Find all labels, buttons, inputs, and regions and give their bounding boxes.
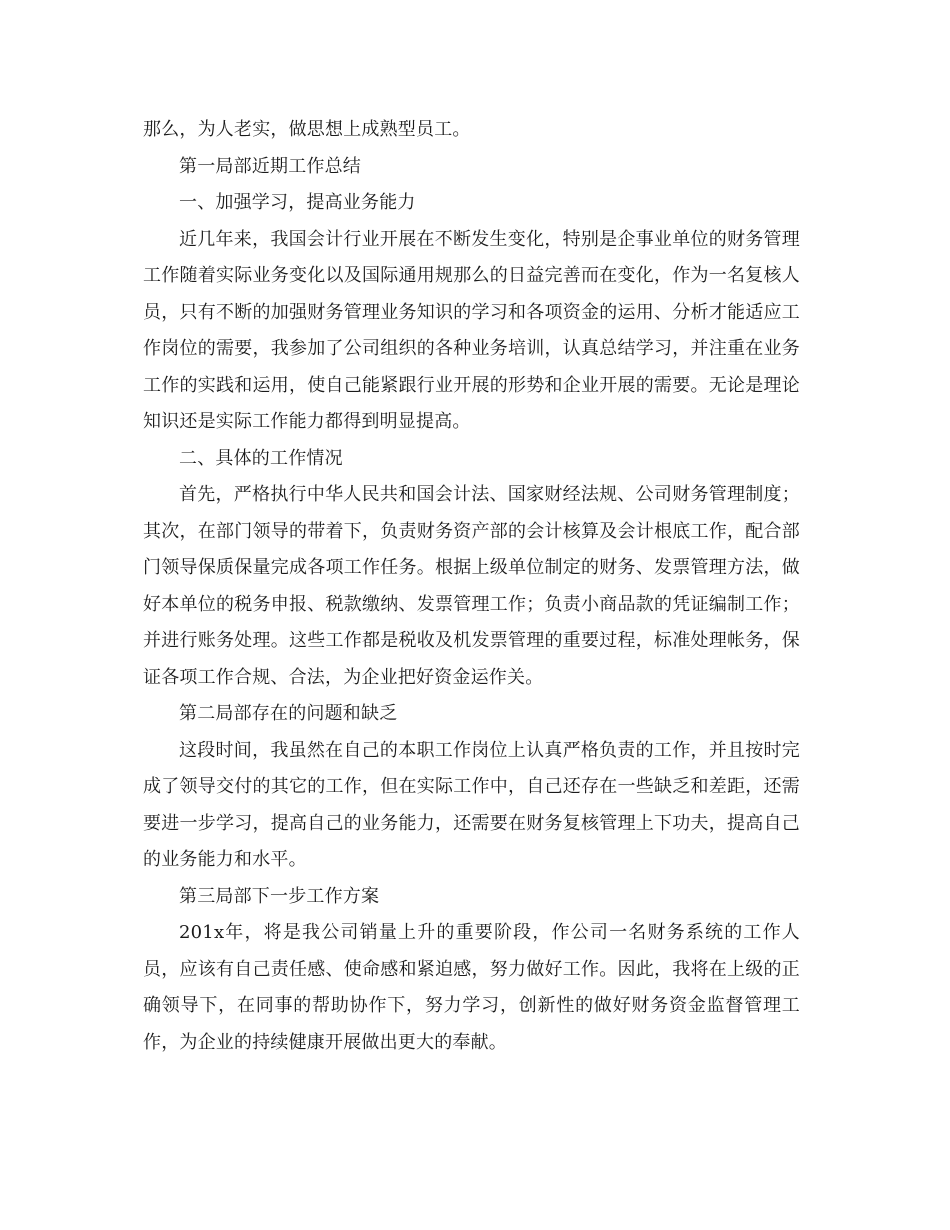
section-heading-part-one: 第一局部近期工作总结 — [179, 155, 361, 177]
paragraph-study: 近几年来，我国会计行业开展在不断发生变化，特别是企事业单位的财务管理工作随着实际业务变化以及国际通用规那么的日益完善而在变化，作为一名复核人员，只有不断的加强财务管理业务知识的学习和各项资金的运用、分析才能适应工作岗位的需要，我参加了公司组织的各种业务培训，认真总结学习，并注重在业务工作的实践和运用，使自己能紧跟行业开展的形势和企业开展的需要。无论是理论知识还是实际工作能力都得到明显提高。 — [143, 228, 800, 432]
section-heading-part-two: 第二局部存在的问题和缺乏 — [179, 703, 398, 724]
subheading-work-situation: 二、具体的工作情况 — [179, 447, 343, 469]
paragraph-continuation: 那么，为人老实，做思想上成熟型员工。 — [143, 119, 471, 140]
paragraph-problems: 这段时间，我虽然在自己的本职工作岗位上认真严格负责的工作，并且按时完成了领导交付的其它的工作，但在实际工作中，自己还存在一些缺乏和差距，还需要进一步学习，提高自己的业务能力，还需要在财务复核管理上下功夫，提高自己的业务能力和水平。 — [143, 739, 800, 870]
paragraph-work-situation: 首先，严格执行中华人民共和国会计法、国家财经法规、公司财务管理制度；其次，在部门领导的带着下，负责财务资产部的会计核算及会计根底工作，配合部门领导保质保量完成各项工作任务。根据上级单位制定的财务、发票管理方法，做好本单位的税务申报、税款缴纳、发票管理工作；负责小商品款的凭证编制工作；并进行账务处理。这些工作都是税收及机发票管理的重要过程，标准处理帐务，保证各项工作合规、合法，为企业把好资金运作关。 — [143, 484, 800, 688]
section-heading-part-three: 第三局部下一步工作方案 — [179, 885, 380, 907]
subheading-study: 一、加强学习，提高业务能力 — [179, 192, 416, 213]
paragraph-plan: 201x年，将是我公司销量上升的重要阶段，作公司一名财务系统的工作人员，应该有自己责任感、使命感和紧迫感，努力做好工作。因此，我将在上级的正确领导下，在同事的帮助协作下，努力学习，创新性的做好财务资金监督管理工作，为企业的持续健康开展做出更大的奉献。 — [143, 922, 800, 1053]
document-body — [143, 112, 800, 1061]
